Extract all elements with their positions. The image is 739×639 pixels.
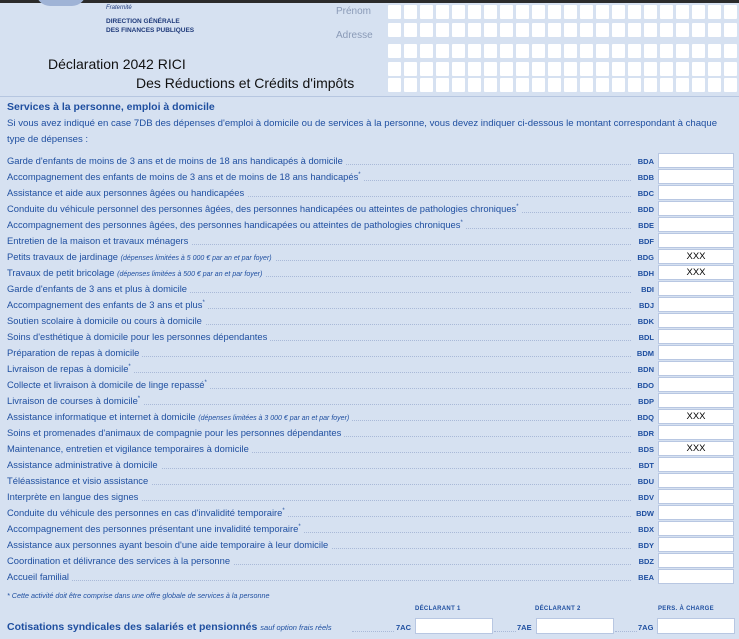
expense-label [7, 427, 344, 438]
char-cell[interactable] [452, 78, 465, 92]
char-cell[interactable] [628, 23, 641, 37]
amount-input[interactable] [658, 425, 734, 440]
char-cell[interactable] [532, 23, 545, 37]
expense-label-text: Coordination et délivrance des services à la personne [7, 555, 231, 566]
char-cell[interactable] [676, 62, 689, 76]
char-cell[interactable] [500, 5, 513, 19]
char-cell[interactable] [660, 78, 673, 92]
box-code: BDH [634, 269, 654, 278]
star-mark: * [204, 379, 207, 386]
expense-rows [0, 153, 739, 585]
char-cell[interactable] [404, 78, 417, 92]
expense-row [0, 425, 739, 441]
char-cell[interactable] [500, 78, 513, 92]
char-cell[interactable] [468, 62, 481, 76]
amount-input[interactable] [658, 281, 734, 296]
box-code: BDW [634, 509, 654, 518]
expense-label [7, 235, 191, 246]
expense-label-text: Conduite du véhicule personnel des personnes âgées, des personnes handicapées ou atteintes de pathologies chroniques [7, 203, 517, 214]
expense-row [0, 217, 739, 233]
expense-label-text: Soins et promenades d'animaux de compagnie pour les personnes dépendantes [7, 427, 342, 438]
expense-label-text: Accompagnement des personnes présentant une invalidité temporaire [7, 523, 299, 534]
code-7ag: 7AG [638, 623, 654, 632]
char-cell[interactable] [468, 44, 481, 58]
char-cell[interactable] [676, 23, 689, 37]
char-cell[interactable] [436, 23, 449, 37]
char-cell[interactable] [388, 23, 401, 37]
dgfip-line2: DES FINANCES PUBLIQUES [106, 27, 195, 34]
box-code: BDJ [634, 301, 654, 310]
expense-label [7, 219, 466, 230]
prenom-label: Prénom [336, 6, 372, 17]
adresse-field-line2[interactable] [388, 44, 737, 58]
leader-dots [615, 631, 637, 632]
amount-input[interactable] [658, 537, 734, 552]
char-cell[interactable] [548, 44, 561, 58]
expense-label [7, 171, 364, 182]
expense-label [7, 267, 265, 278]
box-code: BDX [634, 525, 654, 534]
char-cell[interactable] [388, 78, 401, 92]
char-cell[interactable] [404, 62, 417, 76]
top-bar [0, 0, 739, 3]
char-cell[interactable] [596, 44, 609, 58]
box-code: BDM [634, 349, 654, 358]
char-cell[interactable] [436, 5, 449, 19]
char-cell[interactable] [612, 62, 625, 76]
char-cell[interactable] [660, 62, 673, 76]
char-cell[interactable] [644, 78, 657, 92]
expense-label-text: Assistance informatique et internet à domicile [7, 411, 196, 422]
expense-row [0, 201, 739, 217]
amount-input[interactable] [658, 329, 734, 344]
char-cell[interactable] [724, 23, 737, 37]
box-code: BDF [634, 237, 654, 246]
char-cell[interactable] [436, 78, 449, 92]
char-cell[interactable] [548, 62, 561, 76]
amount-input[interactable] [658, 521, 734, 536]
char-cell[interactable] [516, 78, 529, 92]
leader-dots [494, 631, 516, 632]
expense-label [7, 379, 210, 390]
char-cell[interactable] [420, 44, 433, 58]
box-code: BDO [634, 381, 654, 390]
expense-row [0, 457, 739, 473]
code-7ae: 7AE [517, 623, 532, 632]
box-code: BDA [634, 157, 654, 166]
expense-label [7, 571, 72, 582]
amount-input[interactable] [658, 233, 734, 248]
char-cell[interactable] [404, 5, 417, 19]
char-cell[interactable] [644, 5, 657, 19]
char-cell[interactable] [532, 62, 545, 76]
col-declarant-2: DÉCLARANT 2 [535, 606, 581, 612]
char-cell[interactable] [436, 62, 449, 76]
char-cell[interactable] [580, 78, 593, 92]
adresse-field-line3[interactable] [388, 62, 737, 76]
char-cell[interactable] [452, 44, 465, 58]
expense-label [7, 443, 252, 454]
char-cell[interactable] [500, 23, 513, 37]
box-code: BDI [634, 285, 654, 294]
amount-input[interactable] [658, 169, 734, 184]
char-cell[interactable] [516, 23, 529, 37]
char-cell[interactable] [612, 44, 625, 58]
char-cell[interactable] [660, 23, 673, 37]
char-cell[interactable] [724, 78, 737, 92]
char-cell[interactable] [596, 23, 609, 37]
expense-label [7, 475, 151, 486]
amount-input[interactable] [658, 185, 734, 200]
box-code: BEA [634, 573, 654, 582]
expense-label [7, 347, 142, 358]
expense-row [0, 297, 739, 313]
expense-label-text: Assistance aux personnes ayant besoin d'une aide temporaire à leur domicile [7, 539, 329, 550]
amount-input[interactable] [658, 489, 734, 504]
expense-label-text: Accompagnement des personnes âgées, des personnes handicapées ou atteintes de pathologies chroniques [7, 219, 461, 230]
char-cell[interactable] [724, 5, 737, 19]
char-cell[interactable] [452, 23, 465, 37]
amount-input[interactable] [658, 297, 734, 312]
star-mark: * [298, 523, 301, 530]
adresse-label: Adresse [336, 30, 373, 41]
expense-row [0, 505, 739, 521]
leader-dots [352, 631, 394, 632]
amount-input[interactable]: XXX [658, 441, 734, 456]
char-cell[interactable] [468, 78, 481, 92]
char-cell[interactable] [420, 62, 433, 76]
expense-label-text: Entretien de la maison et travaux ménagers [7, 235, 189, 246]
expense-label-text: Soins d'esthétique à domicile pour les personnes dépendantes [7, 331, 268, 342]
char-cell[interactable] [724, 44, 737, 58]
col-declarant-1: DÉCLARANT 1 [415, 606, 461, 612]
char-cell[interactable] [548, 23, 561, 37]
marianne-logo [36, 0, 86, 6]
expense-label-text: Accueil familial [7, 571, 69, 582]
expense-label-text: Livraison de repas à domicile [7, 363, 129, 374]
expense-row [0, 233, 739, 249]
expense-label [7, 315, 205, 326]
box-code: BDL [634, 333, 654, 342]
box-code: BDG [634, 253, 654, 262]
expense-row [0, 569, 739, 585]
prenom-field[interactable] [388, 5, 737, 19]
expense-label [7, 363, 134, 374]
char-cell[interactable] [484, 23, 497, 37]
dgfip-line1: DIRECTION GÉNÉRALE [106, 18, 180, 25]
char-cell[interactable] [692, 5, 705, 19]
char-cell[interactable] [692, 23, 705, 37]
dgfip-label [106, 17, 194, 35]
amount-input[interactable] [658, 553, 734, 568]
char-cell[interactable] [580, 5, 593, 19]
char-cell[interactable] [692, 62, 705, 76]
char-cell[interactable] [388, 44, 401, 58]
char-cell[interactable] [708, 23, 721, 37]
char-cell[interactable] [564, 78, 577, 92]
char-cell[interactable] [548, 78, 561, 92]
expense-label [7, 523, 304, 534]
box-code: BDS [634, 445, 654, 454]
box-code: BDN [634, 365, 654, 374]
box-code: BDC [634, 189, 654, 198]
char-cell[interactable] [516, 62, 529, 76]
char-cell[interactable] [388, 5, 401, 19]
box-code: BDK [634, 317, 654, 326]
char-cell[interactable] [388, 62, 401, 76]
char-cell[interactable] [708, 44, 721, 58]
char-cell[interactable] [612, 23, 625, 37]
expense-row [0, 537, 739, 553]
char-cell[interactable] [644, 62, 657, 76]
expense-row [0, 153, 739, 169]
amount-input[interactable]: XXX [658, 249, 734, 264]
adresse-field-line1[interactable] [388, 23, 737, 37]
adresse-field-line4[interactable] [388, 78, 737, 92]
star-mark: * [460, 219, 463, 226]
amount-input[interactable] [658, 377, 734, 392]
expense-row [0, 169, 739, 185]
expense-row [0, 489, 739, 505]
char-cell[interactable] [628, 62, 641, 76]
box-code: BDZ [634, 557, 654, 566]
char-cell[interactable] [580, 23, 593, 37]
char-cell[interactable] [660, 5, 673, 19]
expense-note: (dépenses limitées à 500 € par an et par foyer) [117, 271, 263, 278]
char-cell[interactable] [596, 5, 609, 19]
char-cell[interactable] [484, 44, 497, 58]
char-cell[interactable] [612, 5, 625, 19]
expense-note: (dépenses limitées à 3 000 € par an et par foyer) [198, 415, 350, 422]
expense-label [7, 251, 275, 262]
expense-label [7, 155, 346, 166]
amount-input[interactable]: XXX [658, 409, 734, 424]
amount-input[interactable] [658, 361, 734, 376]
expense-label-text: Collecte et livraison à domicile de linge repassé [7, 379, 205, 390]
expense-label [7, 299, 208, 310]
amount-input[interactable] [658, 153, 734, 168]
char-cell[interactable] [548, 5, 561, 19]
col-pers-charge: PERS. À CHARGE [658, 606, 714, 612]
expense-row [0, 329, 739, 345]
char-cell[interactable] [404, 44, 417, 58]
char-cell[interactable] [420, 78, 433, 92]
char-cell[interactable] [628, 78, 641, 92]
expense-label-text: Accompagnement des enfants de moins de 3 ans et de moins de 18 ans handicapés [7, 171, 359, 182]
amount-input[interactable] [658, 505, 734, 520]
expense-row [0, 521, 739, 537]
char-cell[interactable] [596, 62, 609, 76]
leader-dots [12, 580, 631, 581]
char-cell[interactable] [532, 44, 545, 58]
form-title: Déclaration 2042 RICI [48, 56, 186, 72]
char-cell[interactable] [676, 5, 689, 19]
expense-label [7, 411, 352, 422]
char-cell[interactable] [564, 5, 577, 19]
char-cell[interactable] [580, 44, 593, 58]
form-subtitle: Des Réductions et Crédits d'impôts [136, 75, 355, 91]
char-cell[interactable] [692, 78, 705, 92]
cotisations-title: Cotisations syndicales des salariés et pensionnés [7, 621, 258, 633]
box-code: BDP [634, 397, 654, 406]
section-intro: Si vous avez indiqué en case 7DB des dépenses d'emploi à domicile ou de services à la personne, vous devez indiquer ci-dessous le montant correspondant à chaque type de dépenses : [7, 118, 718, 145]
star-mark: * [202, 299, 205, 306]
expense-label [7, 203, 522, 214]
expense-row [0, 249, 739, 265]
expense-row [0, 345, 739, 361]
expense-label-text: Assistance administrative à domicile [7, 459, 158, 470]
expense-row [0, 185, 739, 201]
expense-label [7, 331, 270, 342]
amount-input[interactable] [658, 217, 734, 232]
expense-row [0, 473, 739, 489]
expense-label-text: Livraison de courses à domicile [7, 395, 138, 406]
expense-row [0, 313, 739, 329]
box-code: BDR [634, 429, 654, 438]
char-cell[interactable] [564, 23, 577, 37]
fraternite-text: Fraternité [106, 5, 132, 11]
char-cell[interactable] [516, 5, 529, 19]
char-cell[interactable] [484, 5, 497, 19]
input-7ag[interactable] [657, 618, 735, 634]
box-code: BDD [634, 205, 654, 214]
expense-row [0, 377, 739, 393]
expense-label-text: Travaux de petit bricolage [7, 267, 115, 278]
expense-label-text: Maintenance, entretien et vigilance temporaires à domicile [7, 443, 249, 454]
char-cell[interactable] [516, 44, 529, 58]
expense-row [0, 441, 739, 457]
box-code: BDB [634, 173, 654, 182]
char-cell[interactable] [500, 44, 513, 58]
char-cell[interactable] [452, 62, 465, 76]
expense-label [7, 459, 161, 470]
expense-row [0, 393, 739, 409]
amount-input[interactable] [658, 569, 734, 584]
char-cell[interactable] [708, 62, 721, 76]
footnote: * Cette activité doit être comprise dans une offre globale de services à la personne [7, 591, 270, 600]
expense-label-text: Préparation de repas à domicile [7, 347, 140, 358]
char-cell[interactable] [564, 44, 577, 58]
box-code: BDY [634, 541, 654, 550]
char-cell[interactable] [468, 23, 481, 37]
char-cell[interactable] [500, 62, 513, 76]
expense-label-text: Interprète en langue des signes [7, 491, 139, 502]
expense-label-text: Accompagnement des enfants de 3 ans et plus [7, 299, 203, 310]
char-cell[interactable] [484, 78, 497, 92]
expense-row [0, 265, 739, 281]
amount-input[interactable] [658, 345, 734, 360]
char-cell[interactable] [436, 44, 449, 58]
expense-label-text: Assistance et aide aux personnes âgées ou handicapées [7, 187, 245, 198]
input-7ac[interactable] [415, 618, 493, 634]
cotisations-label [7, 621, 332, 633]
char-cell[interactable] [692, 44, 705, 58]
expense-label-text: Soutien scolaire à domicile ou cours à domicile [7, 315, 202, 326]
amount-input[interactable] [658, 313, 734, 328]
expense-row [0, 361, 739, 377]
expense-row [0, 409, 739, 425]
char-cell[interactable] [452, 5, 465, 19]
amount-input[interactable] [658, 473, 734, 488]
char-cell[interactable] [404, 23, 417, 37]
char-cell[interactable] [564, 62, 577, 76]
expense-label-text: Garde d'enfants de moins de 3 ans et de moins de 18 ans handicapés à domicile [7, 155, 343, 166]
char-cell[interactable] [660, 44, 673, 58]
char-cell[interactable] [580, 62, 593, 76]
box-code: BDV [634, 493, 654, 502]
char-cell[interactable] [596, 78, 609, 92]
char-cell[interactable] [612, 78, 625, 92]
expense-row [0, 553, 739, 569]
char-cell[interactable] [420, 5, 433, 19]
expense-label-text: Conduite du véhicule des personnes en cas d'invalidité temporaire [7, 507, 283, 518]
star-mark: * [358, 171, 361, 178]
amount-input[interactable]: XXX [658, 265, 734, 280]
expense-label [7, 539, 331, 550]
expense-label-text: Petits travaux de jardinage [7, 251, 119, 262]
char-cell[interactable] [644, 44, 657, 58]
star-mark: * [128, 363, 131, 370]
char-cell[interactable] [628, 44, 641, 58]
expense-row [0, 281, 739, 297]
char-cell[interactable] [532, 78, 545, 92]
char-cell[interactable] [628, 5, 641, 19]
amount-input[interactable] [658, 393, 734, 408]
char-cell[interactable] [676, 44, 689, 58]
expense-label [7, 283, 190, 294]
expense-label [7, 395, 143, 406]
char-cell[interactable] [484, 62, 497, 76]
expense-note: (dépenses limitées à 5 000 € par an et par foyer) [120, 255, 272, 262]
char-cell[interactable] [532, 5, 545, 19]
box-code: BDU [634, 477, 654, 486]
star-mark: * [516, 203, 519, 210]
expense-label-text: Garde d'enfants de 3 ans et plus à domicile [7, 283, 188, 294]
char-cell[interactable] [676, 78, 689, 92]
char-cell[interactable] [420, 23, 433, 37]
star-mark: * [137, 395, 141, 402]
amount-input[interactable] [658, 201, 734, 216]
star-mark: * [282, 507, 285, 514]
expense-label [7, 507, 288, 518]
box-code: BDT [634, 461, 654, 470]
char-cell[interactable] [644, 23, 657, 37]
box-code: BDQ [634, 413, 654, 422]
code-7ac: 7AC [396, 623, 412, 632]
cotisations-note: sauf option frais réels [260, 623, 332, 632]
char-cell[interactable] [724, 62, 737, 76]
amount-input[interactable] [658, 457, 734, 472]
divider [0, 96, 739, 97]
input-7ae[interactable] [536, 618, 614, 634]
char-cell[interactable] [708, 78, 721, 92]
expense-label [7, 555, 233, 566]
char-cell[interactable] [468, 5, 481, 19]
section-title: Services à la personne, emploi à domicile [7, 101, 215, 113]
expense-label [7, 187, 247, 198]
expense-label-text: Téléassistance et visio assistance [7, 475, 149, 486]
expense-label [7, 491, 141, 502]
char-cell[interactable] [708, 5, 721, 19]
box-code: BDE [634, 221, 654, 230]
